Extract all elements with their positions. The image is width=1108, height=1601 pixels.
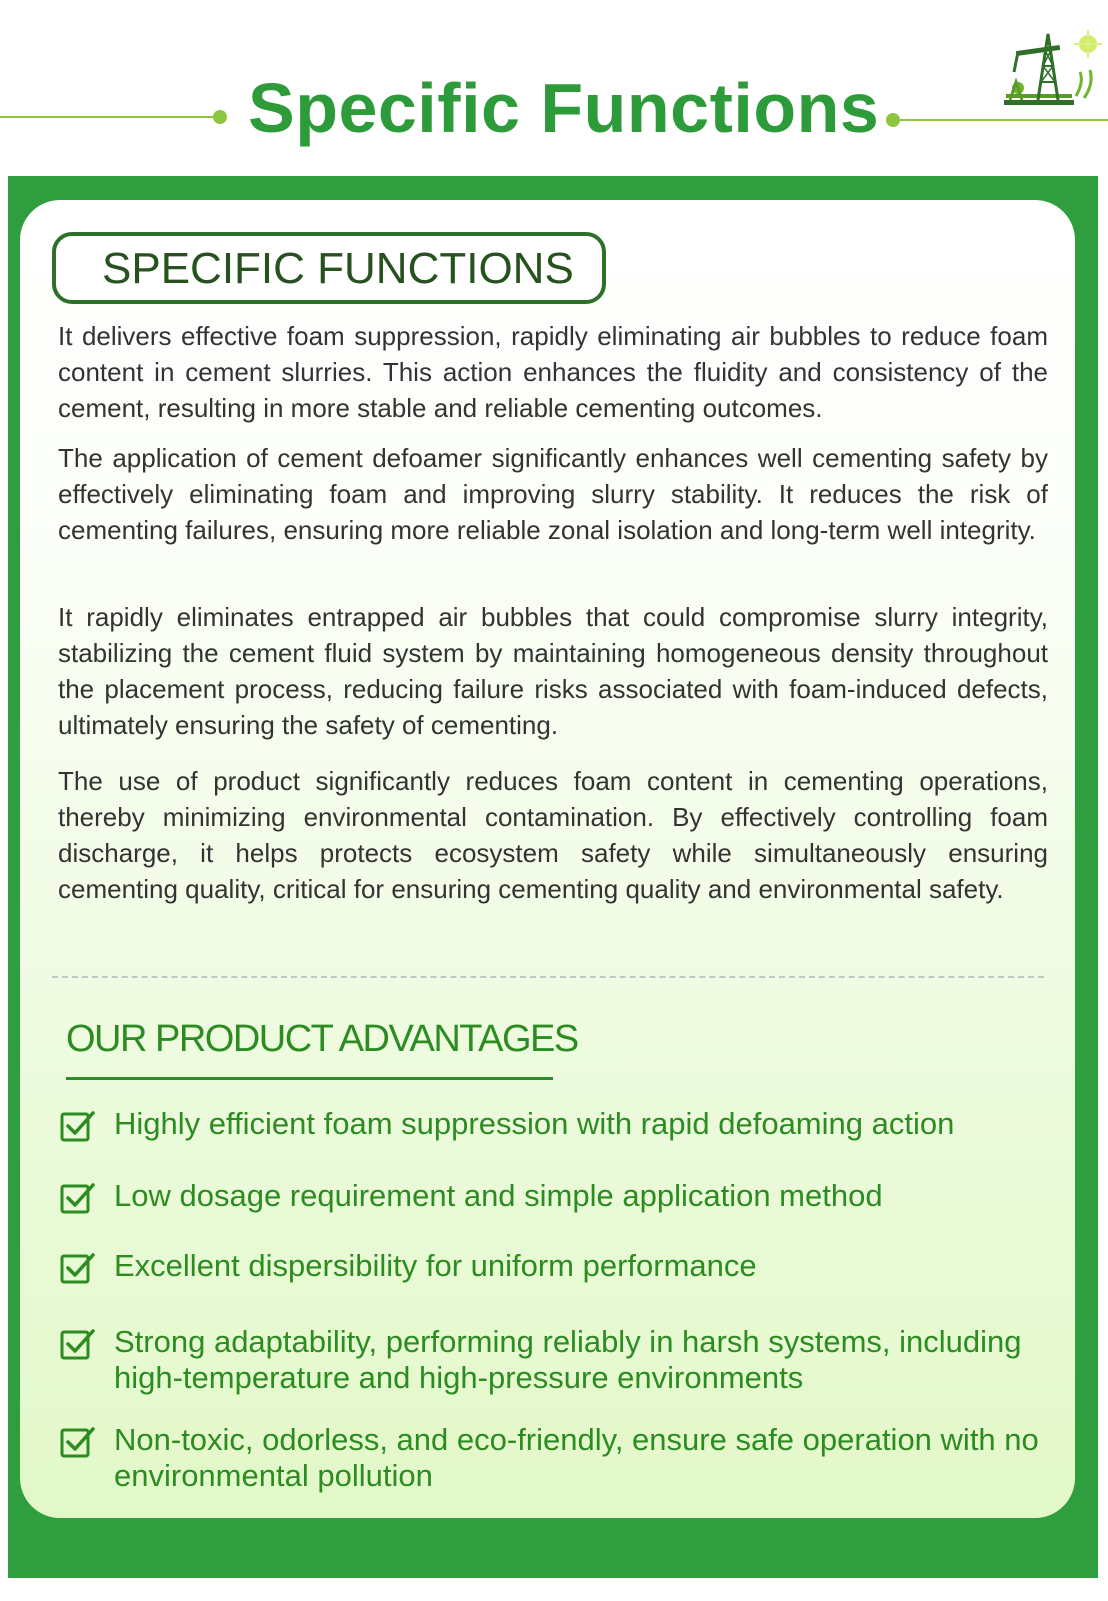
checkbox-checked-icon bbox=[60, 1252, 96, 1284]
function-paragraph-3: It rapidly eliminates entrapped air bubbles that could compromise slurry integrity, stabilizing the cement fluid system by maintaining homogeneous density throughout the placement process, reducing failure risks associated with foam-induced defects, ultimately ensuring the safety of cementing. bbox=[58, 602, 1048, 740]
checkbox-checked-icon bbox=[60, 1182, 96, 1214]
function-paragraph-1: It delivers effective foam suppression, rapidly eliminating air bubbles to reduce foam content in cement slurries. This action enhances the fluidity and consistency of the cement, resulting in more stable and reliable cementing outcomes. bbox=[58, 321, 1048, 423]
page-header bbox=[0, 0, 1108, 176]
function-paragraph-4: The use of product significantly reduces foam content in cementing operations, thereby minimizing environmental contamination. By effectively controlling foam discharge, it helps protects ecosystem safety while simultaneously ensuring cementing quality, critical for ensuring cementing quality and environmental safety. bbox=[58, 766, 1048, 904]
header-line-left bbox=[0, 116, 218, 118]
checkbox-checked-icon bbox=[60, 1110, 96, 1142]
function-paragraph-2: The application of cement defoamer significantly enhances well cementing safety by effectively eliminating foam and improving slurry stability. It reduces the risk of cementing failures, ensuring more reliable zonal isolation and long-term well integrity. bbox=[58, 443, 1048, 545]
advantage-text: Highly efficient foam suppression with rapid defoaming action bbox=[114, 1106, 955, 1141]
page-title: Specific Functions bbox=[248, 69, 880, 147]
advantage-text: Strong adaptability, performing reliably in harsh systems, including high-temperature and high-pressure environments bbox=[114, 1324, 1022, 1395]
section-badge bbox=[52, 232, 606, 304]
content-card bbox=[20, 200, 1075, 1518]
header-line-right bbox=[898, 119, 1108, 121]
checkbox-checked-icon bbox=[60, 1328, 96, 1360]
content-frame bbox=[8, 176, 1098, 1578]
header-dot-left bbox=[213, 110, 227, 124]
advantages-title: OUR PRODUCT ADVANTAGES bbox=[66, 1018, 578, 1060]
dashed-divider bbox=[52, 976, 1044, 978]
advantage-text: Excellent dispersibility for uniform performance bbox=[114, 1248, 757, 1283]
oil-derrick-icon bbox=[1004, 22, 1104, 112]
section-badge-label: SPECIFIC FUNCTIONS bbox=[102, 244, 574, 293]
checkbox-checked-icon bbox=[60, 1426, 96, 1458]
advantage-text: Non-toxic, odorless, and eco-friendly, ensure safe operation with no environmental pollution bbox=[114, 1422, 1039, 1493]
advantage-text: Low dosage requirement and simple application method bbox=[114, 1178, 883, 1213]
advantages-underline bbox=[66, 1077, 553, 1080]
